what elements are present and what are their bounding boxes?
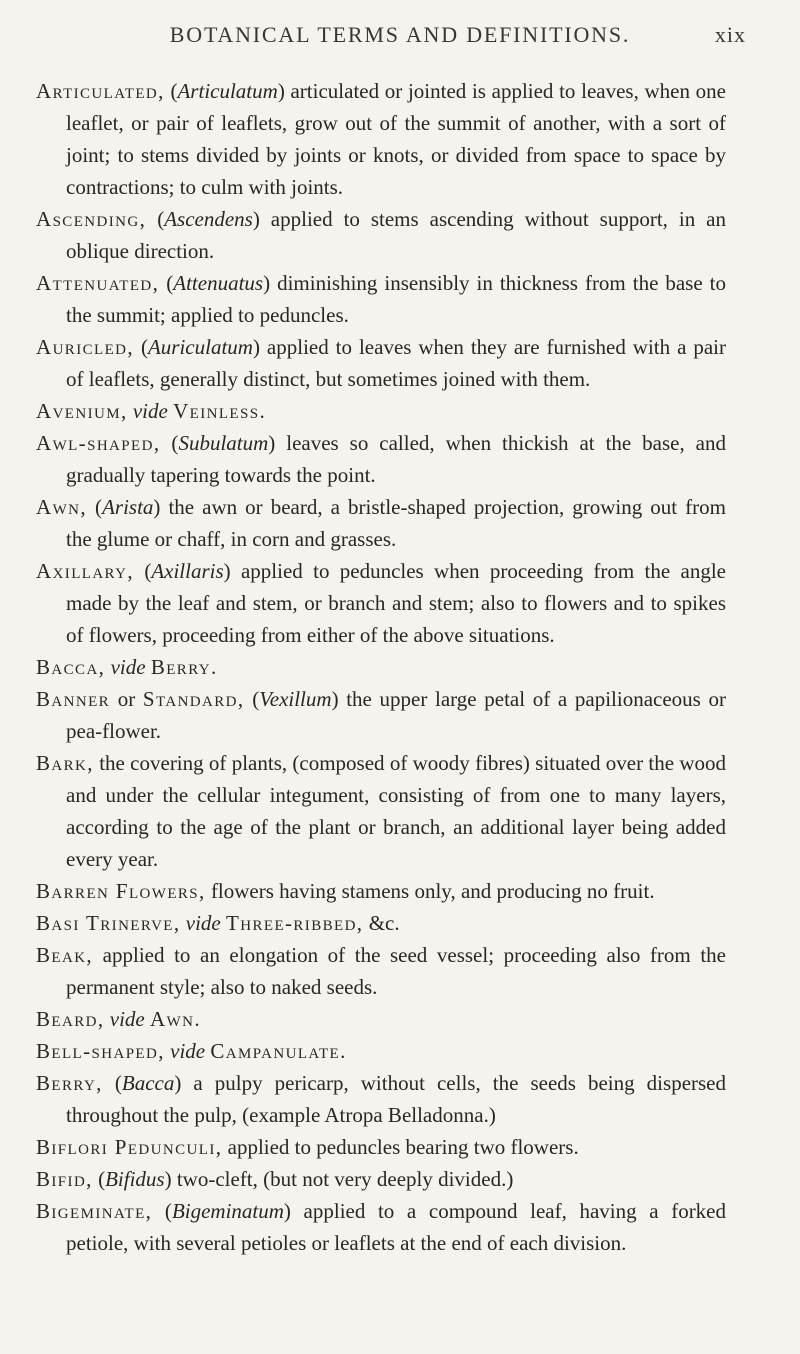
entry-connector: or xyxy=(110,687,143,711)
glossary-entry xyxy=(36,427,726,491)
entry-paren-close: ) xyxy=(277,79,285,103)
glossary-entry xyxy=(36,491,726,555)
entry-term: Bacca, xyxy=(36,655,106,679)
glossary-entry xyxy=(36,555,726,651)
entry-paren-open: ( xyxy=(87,495,103,519)
glossary-entry xyxy=(36,1003,726,1035)
entry-term-alt: Standard, xyxy=(142,687,245,711)
entry-definition: a pulpy pericarp, without cells, the seeds being dispersed throughout the pulp, (example Atropa Belladonna.) xyxy=(66,1071,726,1127)
entry-term: Avenium, xyxy=(36,399,128,423)
glossary-entry xyxy=(36,907,726,939)
entry-definition: the covering of plants, (composed of woody fibres) situated over the wood and under the cellular integument, consisting of from one to many layers, according to the age of the plant or branch, an additional layer being added every year. xyxy=(66,751,726,871)
entry-latin-name: Vexillum xyxy=(259,687,332,711)
entry-term: Biflori Pedunculi, xyxy=(36,1135,223,1159)
entry-term: Beak, xyxy=(36,943,94,967)
entry-definition: applied to leaves when they are furnished with a pair of leaflets, generally distinct, but sometimes joined with them. xyxy=(66,335,726,391)
glossary-entries xyxy=(36,75,726,1259)
entry-definition: applied to peduncles bearing two flowers. xyxy=(222,1135,579,1159)
glossary-entry xyxy=(36,875,726,907)
entry-term: Banner xyxy=(36,687,111,711)
entry-definition: applied to an elongation of the seed vessel; proceeding also from the permanent style; also to naked seeds. xyxy=(66,943,726,999)
entry-paren-open: ( xyxy=(92,1167,106,1191)
entry-term: Attenuated, xyxy=(36,271,160,295)
glossary-entry xyxy=(36,395,726,427)
glossary-entry xyxy=(36,267,726,331)
entry-paren-close: ) xyxy=(263,271,271,295)
glossary-entry xyxy=(36,683,726,747)
entry-term: Ascending, xyxy=(36,207,147,231)
entry-paren-open: ( xyxy=(164,79,178,103)
entry-paren-open: ( xyxy=(160,431,179,455)
entry-latin-name: Ascendens xyxy=(164,207,253,231)
entry-term: Bark, xyxy=(36,751,94,775)
entry-vide: vide xyxy=(127,399,174,423)
entry-latin-name: Bifidus xyxy=(105,1167,165,1191)
entry-definition: two-cleft, (but not very deeply divided.) xyxy=(171,1167,514,1191)
glossary-entry xyxy=(36,203,726,267)
entry-definition: leaves so called, when thickish at the base, and gradually tapering towards the point. xyxy=(66,431,727,487)
entry-term: Awn, xyxy=(36,495,88,519)
entry-latin-name: Attenuatus xyxy=(173,271,264,295)
entry-latin-name: Arista xyxy=(102,495,154,519)
glossary-entry xyxy=(36,747,726,875)
glossary-entry xyxy=(36,1035,726,1067)
entry-paren-open: ( xyxy=(152,1199,172,1223)
entry-definition: flowers having stamens only, and producing no fruit. xyxy=(205,879,655,903)
glossary-entry xyxy=(36,651,726,683)
entry-vide: vide xyxy=(180,911,227,935)
entry-cross-reference: Three-ribbed, xyxy=(226,911,364,935)
entry-definition: articulated or jointed is applied to leaves, when one leaflet, or pair of leaflets, grow out of the summit of another, with a sort of joint; to stems divided by joints or knots, or divided from space to space by contractions; to culm with joints. xyxy=(66,79,726,199)
entry-paren-close: ) xyxy=(223,559,231,583)
glossary-entry xyxy=(36,1163,726,1195)
glossary-entry xyxy=(36,1195,726,1259)
entry-latin-name: Articulatum xyxy=(177,79,278,103)
entry-term: Beard, xyxy=(36,1007,105,1031)
entry-paren-close: ) xyxy=(252,207,260,231)
entry-paren-open: ( xyxy=(244,687,260,711)
entry-term: Barren Flowers, xyxy=(36,879,206,903)
glossary-entry xyxy=(36,1131,726,1163)
entry-cross-reference: Campanulate. xyxy=(210,1039,347,1063)
entry-definition: applied to stems ascending without support, in an oblique direction. xyxy=(66,207,726,263)
entry-latin-name: Bacca xyxy=(121,1071,175,1095)
entry-cross-reference: Berry. xyxy=(150,655,218,679)
entry-term: Basi Trinerve, xyxy=(36,911,181,935)
entry-paren-close: ) xyxy=(252,335,260,359)
entry-definition: diminishing insensibly in thickness from the base to the summit; applied to peduncles. xyxy=(66,271,726,327)
entry-vide: vide xyxy=(104,1007,150,1031)
entry-tail: &c. xyxy=(363,911,400,935)
entry-paren-close: ) xyxy=(164,1167,172,1191)
entry-term: Articulated, xyxy=(36,79,165,103)
glossary-entry xyxy=(36,939,726,1003)
entry-cross-reference: Awn. xyxy=(149,1007,201,1031)
entry-paren-open: ( xyxy=(134,559,152,583)
entry-paren-open: ( xyxy=(102,1071,122,1095)
entry-paren-open: ( xyxy=(146,207,165,231)
entry-cross-reference: Veinless. xyxy=(173,399,267,423)
entry-latin-name: Axillaris xyxy=(151,559,224,583)
page-number: xix xyxy=(714,22,746,47)
glossary-entry xyxy=(36,1067,726,1131)
entry-term: Awl-shaped, xyxy=(36,431,161,455)
entry-latin-name: Auriculatum xyxy=(147,335,253,359)
entry-term: Axillary, xyxy=(36,559,135,583)
entry-definition: applied to a compound leaf, having a forked petiole, with several petioles or leaflets at the end of each division. xyxy=(66,1199,727,1255)
entry-paren-close: ) xyxy=(153,495,161,519)
entry-term: Bell-shaped, xyxy=(36,1039,165,1063)
entry-definition: the awn or beard, a bristle-shaped projection, growing out from the glume or chaff, in corn and grasses. xyxy=(66,495,726,551)
entry-paren-close: ) xyxy=(283,1199,291,1223)
running-header xyxy=(0,22,800,52)
entry-term: Berry, xyxy=(36,1071,103,1095)
glossary-entry xyxy=(36,75,726,203)
entry-latin-name: Subulatum xyxy=(178,431,269,455)
entry-paren-close: ) xyxy=(331,687,339,711)
page-title: BOTANICAL TERMS AND DEFINITIONS. xyxy=(169,22,631,47)
entry-term: Bigeminate, xyxy=(36,1199,153,1223)
entry-definition: applied to peduncles when proceeding from the angle made by the leaf and stem, or branch and stem; also to flowers and to spikes of flowers, proceeding from either of the above situations. xyxy=(66,559,727,647)
entry-paren-open: ( xyxy=(134,335,148,359)
entry-latin-name: Bigeminatum xyxy=(171,1199,284,1223)
glossary-entry xyxy=(36,331,726,395)
entry-paren-close: ) xyxy=(174,1071,182,1095)
entry-vide: vide xyxy=(105,655,151,679)
entry-paren-open: ( xyxy=(159,271,174,295)
entry-term: Bifid, xyxy=(36,1167,93,1191)
entry-paren-close: ) xyxy=(268,431,276,455)
entry-definition: the upper large petal of a papilionaceous or pea-flower. xyxy=(66,687,727,743)
entry-term: Auricled, xyxy=(36,335,135,359)
entry-vide: vide xyxy=(164,1039,211,1063)
